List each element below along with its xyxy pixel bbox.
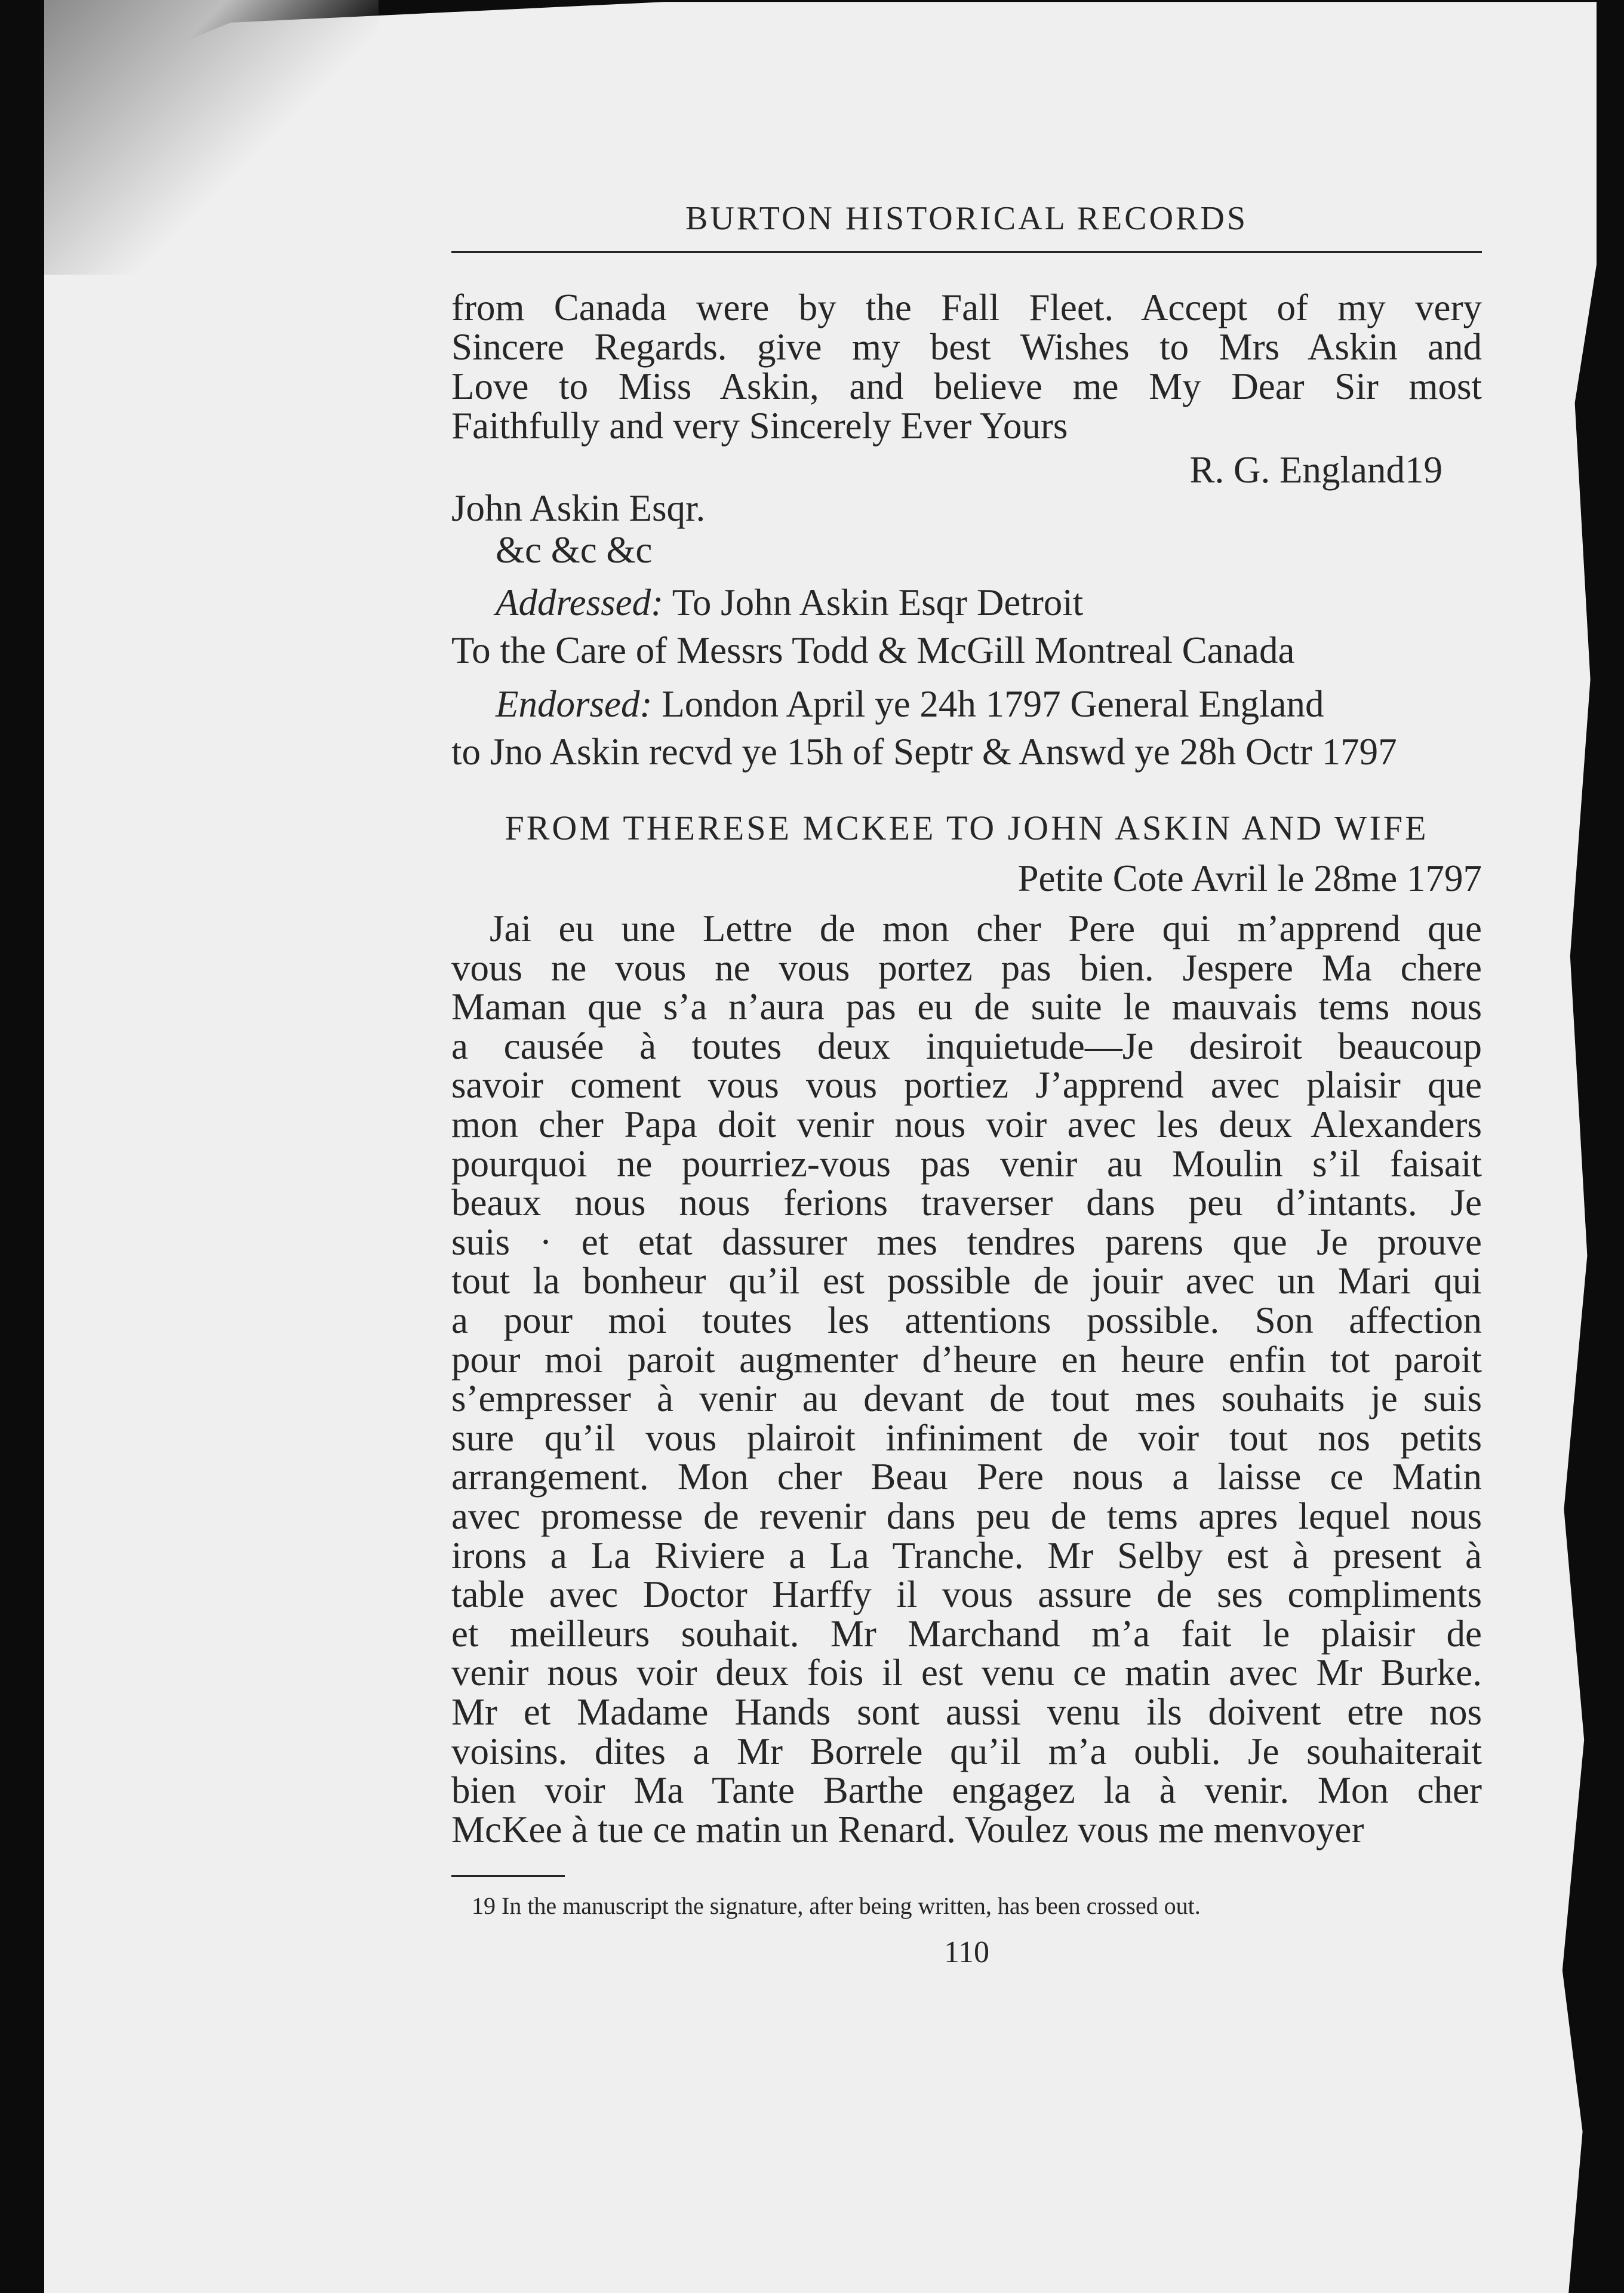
page-number: 110 — [943, 1935, 990, 1969]
body-line: McKee à tue ce matin un Renard. Voulez vous me menvoyer — [451, 1808, 1364, 1851]
letter-heading: FROM THERESE MCKEE TO JOHN ASKIN AND WIFE — [505, 809, 1429, 847]
endorsed-line — [496, 683, 1526, 725]
body-line: Maman que s’a n’aura pas eu de suite le mauvais tems nous — [451, 986, 1482, 1028]
body-line: a pour moi toutes les attentions possible. Son affection — [451, 1299, 1482, 1341]
body-line: suis · et etat dassurer mes tendres parens que Je prouve — [451, 1221, 1482, 1263]
text-line: Faithfully and very Sincerely Ever Yours — [451, 405, 1068, 447]
body-line: venir nous voir deux fois il est venu ce matin avec Mr Burke. — [451, 1652, 1482, 1694]
body-line: bien voir Ma Tante Barthe engagez la à venir. Mon cher — [451, 1769, 1482, 1812]
signature: R. G. England19 — [1189, 449, 1442, 491]
dateline: Petite Cote Avril le 28me 1797 — [1017, 857, 1482, 899]
body-line: pourquoi ne pourriez-vous pas venir au Moulin s’il faisait — [451, 1142, 1482, 1185]
body-line: s’empresser à venir au devant de tout mes souhaits je suis — [451, 1378, 1482, 1420]
body-line: avec promesse de revenir dans peu de tems apres lequel nous — [451, 1495, 1482, 1537]
body-line: table avec Doctor Harffy il vous assure de ses compliments — [451, 1573, 1482, 1616]
body-line: Mr et Madame Hands sont aussi venu ils doivent etre nos — [451, 1691, 1482, 1733]
text-line: Love to Miss Askin, and believe me My Dear Sir most — [451, 365, 1482, 407]
body-line: et meilleurs souhait. Mr Marchand m’a fait le plaisir de — [451, 1612, 1482, 1655]
endorsed-text: London April ye 24h 1797 General England — [662, 683, 1324, 725]
body-line: beaux nous nous ferions traverser dans peu d’intants. Je — [451, 1182, 1482, 1224]
body-line: Jai eu une Lettre de mon cher Pere qui m’apprend que — [490, 908, 1482, 949]
body-line: savoir coment vous vous portiez J’apprend avec plaisir que — [451, 1064, 1482, 1106]
body-line: a causée à toutes deux inquietude—Je desiroit beaucoup — [451, 1025, 1482, 1067]
body-line: pour moi paroit augmenter d’heure en heure enfin tot paroit — [451, 1338, 1482, 1381]
body-line: tout la bonheur qu’il est possible de jouir avec un Mari qui — [451, 1260, 1482, 1302]
running-header: BURTON HISTORICAL RECORDS — [685, 200, 1248, 237]
etc-line: &c &c &c — [496, 529, 653, 571]
endorsed-line-2: to Jno Askin recvd ye 15h of Septr & Answd ye 28h Octr 1797 — [451, 731, 1397, 773]
body-line: arrangement. Mon cher Beau Pere nous a laisse ce Matin — [451, 1456, 1482, 1498]
recipient: John Askin Esqr. — [451, 487, 706, 529]
footnote-rule — [451, 1875, 565, 1877]
footnote: 19 In the manuscript the signature, after being written, has been crossed out. — [472, 1892, 1201, 1919]
body-line: sure qu’il vous plairoit infiniment de voir tout nos petits — [451, 1416, 1482, 1459]
addressed-line-2: To the Care of Messrs Todd & McGill Montreal Canada — [451, 629, 1295, 671]
body-line: voisins. dites a Mr Borrele qu’il m’a oubli. Je souhaiterait — [451, 1730, 1482, 1772]
endorsed-label: Endorsed: — [496, 683, 653, 725]
addressed-line — [496, 584, 1526, 622]
body-line: mon cher Papa doit venir nous voir avec les deux Alexanders — [451, 1104, 1482, 1145]
body-line: vous ne vous ne vous portez pas bien. Jespere Ma chere — [451, 946, 1482, 989]
addressed-text: To John Askin Esqr Detroit — [672, 582, 1084, 623]
text-line: Sincere Regards. give my best Wishes to Mrs Askin and — [451, 326, 1482, 368]
folded-corner — [44, 0, 379, 275]
header-rule — [451, 251, 1482, 253]
addressed-label: Addressed: — [496, 582, 664, 623]
text-line: from Canada were by the Fall Fleet. Accept of my very — [451, 287, 1482, 328]
body-line: irons a La Riviere a La Tranche. Mr Selby est à present à — [451, 1534, 1482, 1576]
